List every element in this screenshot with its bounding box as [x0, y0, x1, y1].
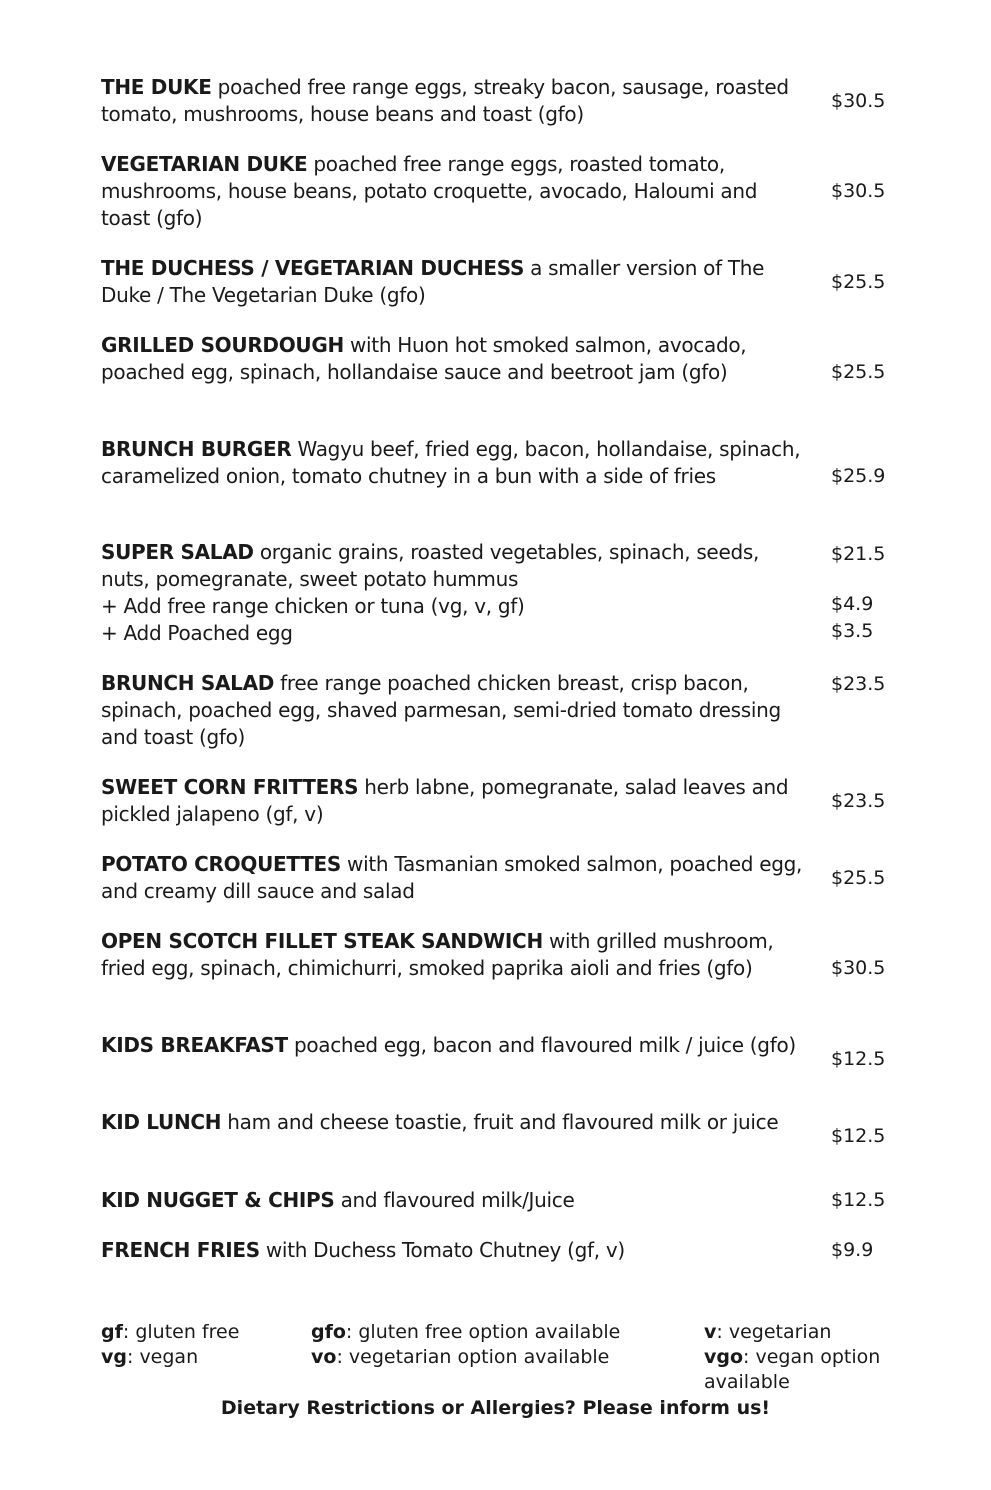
legend-entry — [311, 1320, 620, 1345]
menu-item-text — [101, 1032, 806, 1059]
menu-item-text — [101, 851, 806, 905]
menu-item-price: $23.5 — [831, 790, 886, 812]
legend-text: : vegan option available — [704, 1346, 881, 1393]
menu-item-name: KID LUNCH — [101, 1110, 222, 1134]
menu-item-name: OPEN SCOTCH FILLET STEAK SANDWICH — [101, 929, 543, 953]
legend-entry — [704, 1345, 904, 1395]
menu-item-name: THE DUKE — [101, 75, 212, 99]
menu-item-text — [101, 1187, 806, 1214]
menu-item-description: poached free range eggs, roasted tomato, mushrooms, house beans, potato croquette, avocado, Haloumi and toast (gfo) — [101, 152, 758, 230]
menu-item-description: poached free range eggs, streaky bacon, sausage, roasted tomato, mushrooms, house beans and toast (gfo) — [101, 75, 789, 126]
menu-item-price: $12.5 — [831, 1189, 886, 1211]
menu-item-text — [101, 928, 806, 982]
menu-item-description: with Tasmanian smoked salmon, poached egg, and creamy dill sauce and salad — [101, 852, 803, 903]
menu-item-price: $9.9 — [831, 1239, 874, 1261]
addon-price: $4.9 — [831, 593, 874, 615]
menu-item-price: $25.5 — [831, 867, 886, 889]
legend-code: gf — [101, 1321, 123, 1343]
legend-entry — [101, 1345, 198, 1370]
legend-code: vo — [311, 1346, 337, 1368]
menu-item-text — [101, 774, 806, 828]
menu-item-description: organic grains, roasted vegetables, spinach, seeds, nuts, pomegranate, sweet potato hummus — [101, 540, 760, 591]
menu-item-description: Wagyu beef, fried egg, bacon, hollandaise, spinach, caramelized onion, tomato chutney in a bun with a side of fries — [101, 437, 801, 488]
menu-item-name: FRENCH FRIES — [101, 1238, 260, 1262]
menu-item-description: with Duchess Tomato Chutney (gf, v) — [265, 1238, 625, 1262]
menu-item-name: SWEET CORN FRITTERS — [101, 775, 359, 799]
menu-item-price: $12.5 — [831, 1048, 886, 1070]
menu-item-price: $25.9 — [831, 465, 886, 487]
menu-item-description: and flavoured milk/Juice — [340, 1188, 575, 1212]
legend-text: : vegetarian — [716, 1321, 832, 1343]
legend-code: vgo — [704, 1346, 744, 1368]
addon-price: $3.5 — [831, 620, 874, 642]
menu-item-description: with Huon hot smoked salmon, avocado, poached egg, spinach, hollandaise sauce and beetroot jam (gfo) — [101, 333, 747, 384]
menu-item-text — [101, 436, 806, 490]
menu-item-text — [101, 74, 806, 128]
menu-item-name: SUPER SALAD — [101, 540, 254, 564]
menu-item-text — [101, 151, 806, 232]
menu-item-price: $21.5 — [831, 543, 886, 565]
legend-entry — [101, 1320, 239, 1345]
menu-item-description: with grilled mushroom, fried egg, spinach, chimichurri, smoked paprika aioli and fries (gfo) — [101, 929, 774, 980]
menu-item-text — [101, 1109, 806, 1136]
menu-item-name: VEGETARIAN DUKE — [101, 152, 308, 176]
legend-entry — [704, 1320, 831, 1345]
menu-item-name: BRUNCH SALAD — [101, 671, 275, 695]
legend-entry — [311, 1345, 609, 1370]
addon-label: + Add free range chicken or tuna (vg, v, gf) — [101, 594, 525, 618]
menu-item-text — [101, 332, 806, 386]
menu-item-price: $25.5 — [831, 271, 886, 293]
menu-item-text — [101, 670, 806, 751]
menu-item-price: $30.5 — [831, 180, 886, 202]
menu-item-name: KID NUGGET & CHIPS — [101, 1188, 335, 1212]
menu-item-description: poached egg, bacon and flavoured milk / juice (gfo) — [293, 1033, 796, 1057]
menu-item-name: GRILLED SOURDOUGH — [101, 333, 344, 357]
legend-text: : vegan — [127, 1346, 199, 1368]
menu-item-description: free range poached chicken breast, crisp bacon, spinach, poached egg, shaved parmesan, semi-dried tomato dressing and toast (gfo) — [101, 671, 781, 749]
legend-text: : gluten free option available — [345, 1321, 621, 1343]
addon-label: + Add Poached egg — [101, 621, 293, 645]
legend-code: vg — [101, 1346, 127, 1368]
legend-code: v — [704, 1321, 717, 1343]
menu-item-name: THE DUCHESS / VEGETARIAN DUCHESS — [101, 256, 525, 280]
menu-item-description: herb labne, pomegranate, salad leaves and pickled jalapeno (gf, v) — [101, 775, 789, 826]
menu-item-text — [101, 255, 806, 309]
menu-item-text — [101, 539, 806, 593]
menu-item-price: $25.5 — [831, 361, 886, 383]
legend-text: : vegetarian option available — [336, 1346, 610, 1368]
legend-text: : gluten free — [122, 1321, 240, 1343]
menu-item-price: $30.5 — [831, 90, 886, 112]
legend-code: gfo — [311, 1321, 346, 1343]
menu-item-description: a smaller version of The Duke / The Vegetarian Duke (gfo) — [101, 256, 765, 307]
menu-item-price: $23.5 — [831, 673, 886, 695]
menu-item-name: POTATO CROQUETTES — [101, 852, 341, 876]
menu-item-name: BRUNCH BURGER — [101, 437, 292, 461]
menu-item-description: ham and cheese toastie, fruit and flavoured milk or juice — [227, 1110, 779, 1134]
menu-item-price: $30.5 — [831, 957, 886, 979]
menu-item-price: $12.5 — [831, 1125, 886, 1147]
menu-item-name: KIDS BREAKFAST — [101, 1033, 288, 1057]
menu-item-text — [101, 1237, 806, 1264]
allergy-notice: Dietary Restrictions or Allergies? Please inform us! — [220, 1397, 771, 1419]
